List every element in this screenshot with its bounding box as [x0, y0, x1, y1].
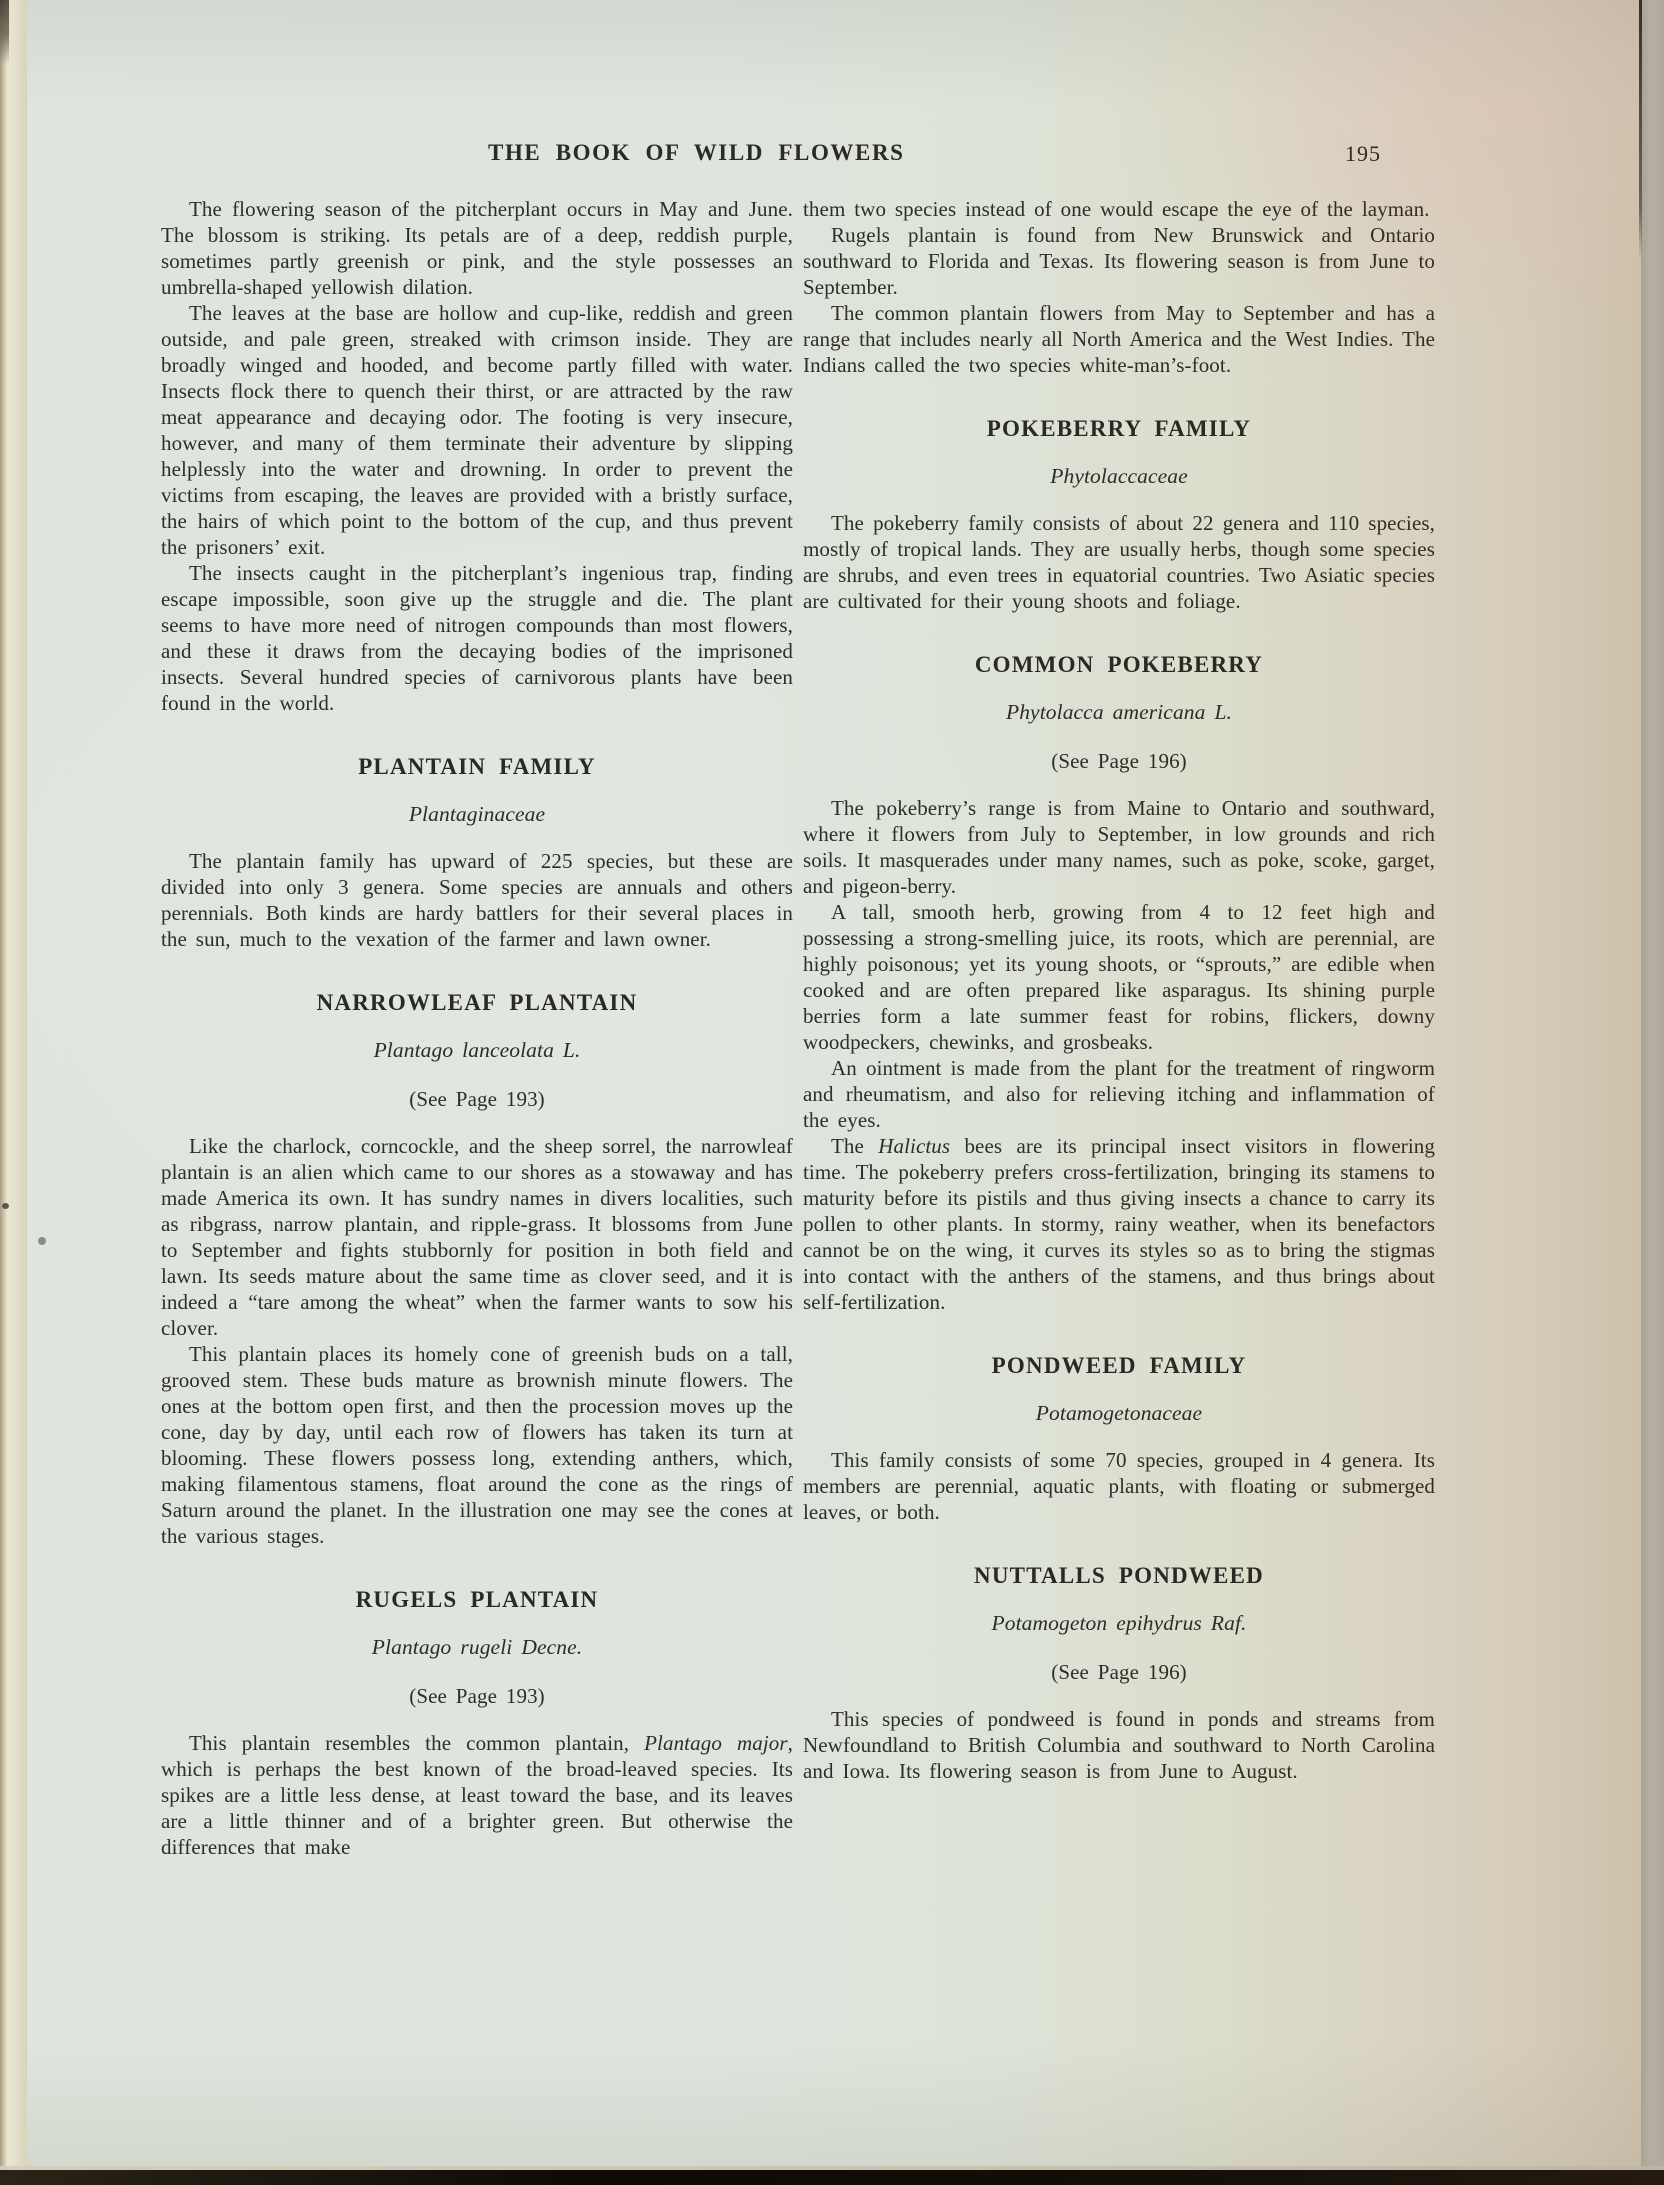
paragraph — [161, 1341, 793, 1549]
text-run: them two species instead of one would escape the eye of the layman. — [803, 197, 1430, 221]
paragraph — [161, 1730, 793, 1860]
column-right — [803, 196, 1435, 1784]
paragraph — [803, 510, 1435, 614]
section-heading: COMMON POKEBERRY — [974, 652, 1264, 677]
section-heading: PLANTAIN FAMILY — [358, 754, 596, 779]
page-reference: (See Page 196) — [1051, 749, 1187, 773]
paragraph — [161, 560, 793, 716]
paragraph — [161, 196, 793, 300]
paragraph — [161, 1133, 793, 1341]
paragraph — [803, 1706, 1435, 1784]
column-left — [161, 196, 793, 1860]
corner-shadow-mark — [0, 0, 9, 64]
text-run: The common plantain flowers from May to September and has a range that includes nearly all North America and the West Indies. The Indians called the two species white-man’s-foot. — [803, 301, 1435, 377]
edge-speck — [2, 1203, 9, 1209]
text-run: This family consists of some 70 species, grouped in 4 genera. Its members are perennial, aquatic plants, with floating or submerged leaves, or both. — [803, 1448, 1435, 1524]
book-page — [27, 0, 1641, 2173]
paragraph — [803, 1055, 1435, 1133]
page-right-edge — [1641, 0, 1664, 2185]
text-run: The plantain family has upward of 225 species, but these are divided into only 3 genera. Some species are annuals and others perennials. Both kinds are hardy battlers for their several places in the sun, much to the vexation of the farmer and lawn owner. — [161, 849, 793, 951]
text-run: The flowering season of the pitcherplant occurs in May and June. The blossom is striking. Its petals are of a deep, reddish purple, sometimes partly greenish or pink, and the style possesses an umbrella-shaped yellowish dilation. — [161, 197, 793, 299]
paragraph — [803, 300, 1435, 378]
paragraph — [161, 300, 793, 560]
text-run: This species of pondweed is found in ponds and streams from Newfoundland to British Columbia and southward to North Carolina and Iowa. Its flowering season is from June to August. — [803, 1707, 1435, 1783]
book-binding-edge — [0, 0, 27, 2185]
species-name: Plantago rugeli Decne. — [371, 1635, 583, 1659]
text-run: The pokeberry’s range is from Maine to Ontario and southward, where it flowers from July to September, in low grounds and rich soils. It masquerades under many names, such as poke, scoke, garget, and pigeon-berry. — [803, 796, 1435, 898]
text-run: This plantain places its homely cone of greenish buds on a tall, grooved stem. These buds mature as brownish minute flowers. The ones at the bottom open first, and then the procession moves up the cone, day by day, until each row of flowers has taken its turn at blooming. These flowers possess long, extending anthers, which, making filamentous stamens, float around the cone as the rings of Saturn around the planet. In the illustration one may see the cones at the various stages. — [161, 1342, 793, 1548]
paragraph — [803, 1447, 1435, 1525]
paragraph — [161, 848, 793, 952]
paragraph — [803, 1133, 1435, 1315]
page-reference: (See Page 193) — [409, 1684, 545, 1708]
latin-name: Halictus — [878, 1134, 951, 1158]
text-run: This plantain resembles the common plantain, — [189, 1731, 645, 1755]
text-run: The insects caught in the pitcherplant’s ingenious trap, finding escape impossible, soon give up the struggle and die. The plant seems to have more need of nitrogen compounds than most flowers, and these it draws from the decaying bodies of the imprisoned insects. Several hundred species of carnivorous plants have been found in the world. — [161, 561, 793, 715]
species-name: Phytolaccaceae — [1050, 464, 1188, 488]
text-run: A tall, smooth herb, growing from 4 to 12 feet high and possessing a strong-smelling juice, its roots, which are perennial, are highly poisonous; yet its young shoots, or “sprouts,” are edible when cooked and are often prepared like asparagus. Its shining purple berries form a late summer feast for robins, flickers, downy woodpeckers, chewinks, and grosbeaks. — [803, 900, 1435, 1054]
page-reference: (See Page 193) — [409, 1087, 545, 1111]
text-run: The pokeberry family consists of about 22 genera and 110 species, mostly of tropical lands. They are usually herbs, though some species are shrubs, and even trees in equatorial countries. Two Asiatic species are cultivated for their young shoots and foliage. — [803, 511, 1435, 613]
page-number: 195 — [1345, 141, 1381, 166]
species-name: Potamogeton epihydrus Raf. — [991, 1611, 1247, 1635]
text-run: , which is perhaps the best known of the broad-leaved species. Its spikes are a little less dense, at least toward the base, and its leaves are a little thinner and of a brighter green. But otherwise the differences that make — [161, 1731, 793, 1859]
text-run: The leaves at the base are hollow and cup-like, reddish and green outside, and pale green, streaked with crimson inside. They are broadly winged and hooded, and become partly filled with water. Insects flock there to quench their thirst, or are attracted by the raw meat appearance and decaying odor. The footing is very insecure, however, and many of them terminate their adventure by slipping helplessly into the water and drowning. In order to prevent the victims from escaping, the leaves are provided with a bristly surface, the hairs of which point to the bottom of the cup, and thus prevent the prisoners’ exit. — [161, 301, 793, 559]
text-run: Rugels plantain is found from New Brunswick and Ontario southward to Florida and Texas. Its flowering season is from June to September. — [803, 223, 1435, 299]
paragraph — [803, 196, 1435, 222]
section-heading: RUGELS PLANTAIN — [355, 1587, 599, 1612]
running-head-title: THE BOOK OF WILD FLOWERS — [488, 140, 905, 165]
paragraph — [803, 899, 1435, 1055]
section-heading: NARROWLEAF PLANTAIN — [316, 990, 638, 1015]
species-name: Plantaginaceae — [408, 802, 546, 826]
text-run: Like the charlock, corncockle, and the sheep sorrel, the narrowleaf plantain is an alien which came to our shores as a stowaway and has made America its own. It has sundry names in divers localities, such as ribgrass, narrow plantain, and ripple-grass. It blossoms from June to September and fights stubbornly for position in both field and lawn. Its seeds mature about the same time as clover seed, and it is indeed a “tare among the wheat” when the farmer wants to sow his clover. — [161, 1134, 793, 1340]
text-run: bees are its principal insect visitors in flowering time. The pokeberry prefers cross-fertilization, bringing its stamens to maturity before its pistils and thus giving insects a chance to carry its pollen to other plants. In stormy, rainy weather, when its benefactors cannot be on the wing, it curves its styles so as to bring the stigmas into contact with the anthers of the stamens, and thus brings about self-fertilization. — [803, 1134, 1435, 1314]
species-name: Phytolacca americana L. — [1005, 700, 1233, 724]
section-heading: PONDWEED FAMILY — [991, 1353, 1247, 1378]
section-heading: POKEBERRY FAMILY — [986, 416, 1252, 441]
paragraph — [803, 795, 1435, 899]
paper-speck — [38, 1237, 46, 1245]
page-reference: (See Page 196) — [1051, 1660, 1187, 1684]
text-run: An ointment is made from the plant for the treatment of ringworm and rheumatism, and also for relieving itching and inflammation of the eyes. — [803, 1056, 1435, 1132]
paragraph — [803, 222, 1435, 300]
section-heading: NUTTALLS PONDWEED — [974, 1563, 1264, 1588]
species-name: Plantago lanceolata L. — [373, 1038, 581, 1062]
latin-name: Plantago major — [644, 1731, 788, 1755]
text-run: The — [831, 1134, 879, 1158]
scan-bottom-shadow — [0, 2170, 1664, 2185]
species-name: Potamogetonaceae — [1035, 1401, 1203, 1425]
